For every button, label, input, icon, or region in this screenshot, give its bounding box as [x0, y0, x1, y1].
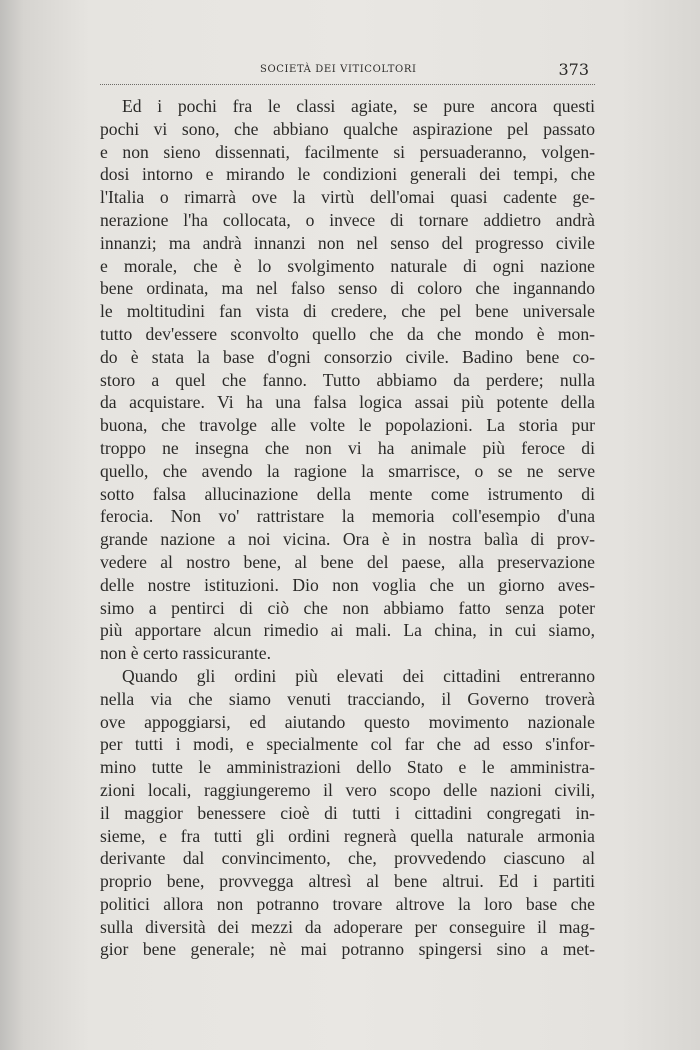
text-line: quello, che avendo la ragione la smarrisce, o se ne serve — [100, 460, 595, 481]
paragraph — [100, 665, 595, 961]
text-line: più apportare alcun rimedio ai mali. La china, in cui siamo, — [100, 620, 595, 641]
page-header — [100, 60, 595, 84]
text-line: delle nostre istituzioni. Dio non voglia che un giorno aves- — [100, 574, 595, 595]
text-line: gior bene generale; nè mai potranno spingersi sino a met- — [100, 939, 595, 960]
text-line: sotto falsa allucinazione della mente come istrumento di — [100, 483, 595, 504]
text-line: e morale, che è lo svolgimento naturale di ogni nazione — [100, 255, 595, 276]
paragraph — [100, 95, 595, 665]
text-line: non è certo rassicurante. — [100, 643, 271, 664]
text-line: bene ordinata, ma nel falso senso di coloro che ingannando — [100, 278, 595, 299]
text-line: nella via che siamo venuti tracciando, il Governo troverà — [100, 688, 595, 709]
text-line: storo a quel che fanno. Tutto abbiamo da perdere; nulla — [100, 369, 595, 390]
page-number: 373 — [558, 60, 589, 79]
text-line: dosi intorno e mirando le condizioni generali dei tempi, che — [100, 164, 595, 185]
text-line: per tutti i modi, e specialmente col far che ad esso s'infor- — [100, 734, 595, 755]
text-line: do è stata la base d'ogni consorzio civile. Badino bene co- — [100, 346, 595, 367]
text-line: ferocia. Non vo' rattristare la memoria coll'esempio d'una — [100, 506, 595, 527]
text-line: sulla diversità dei mezzi da adoperare per conseguire il mag- — [100, 916, 595, 937]
text-line: le moltitudini fan vista di credere, che pel bene universale — [100, 301, 595, 322]
running-title: SOCIETÀ DEI VITICOLTORI — [260, 64, 417, 75]
text-line: pochi vi sono, che abbiano qualche aspirazione pel passato — [100, 118, 595, 139]
text-line: grande nazione a noi vicina. Ora è in nostra balìa di prov- — [100, 529, 595, 550]
text-line: innanzi; ma andrà innanzi non nel senso del progresso civile — [100, 232, 595, 253]
text-line: nerazione l'ha collocata, o invece di tornare addietro andrà — [100, 209, 595, 230]
text-line: troppo ne insegna che non vi ha animale più feroce di — [100, 437, 595, 458]
text-line: ove appoggiarsi, ed aiutando questo movimento nazionale — [100, 711, 595, 732]
text-line: sieme, e fra tutti gli ordini regnerà quella naturale armonia — [100, 825, 595, 846]
text-line: buona, che travolge alle volte le popolazioni. La storia pur — [100, 415, 595, 436]
body-text — [100, 95, 595, 961]
text-line: proprio bene, provvegga altresì al bene altrui. Ed i partiti — [100, 871, 595, 892]
text-line: derivante dal convincimento, che, provvedendo ciascuno al — [100, 848, 595, 869]
text-line: vedere al nostro bene, al bene del paese, alla preservazione — [100, 551, 595, 572]
text-line: simo a pentirci di ciò che non abbiamo fatto senza poter — [100, 597, 595, 618]
text-line: il maggior benessere cioè di tutti i cittadini congregati in- — [100, 802, 595, 823]
header-rule — [100, 84, 595, 85]
text-line: tutto dev'essere sconvolto quello che da che mondo è mon- — [100, 323, 595, 344]
text-line: politici allora non potranno trovare altrove la loro base che — [100, 893, 595, 914]
text-line: l'Italia o rimarrà ove la virtù dell'omai quasi cadente ge- — [100, 187, 595, 208]
text-line: da acquistare. Vi ha una falsa logica assai più potente della — [100, 392, 595, 413]
text-line: e non sieno dissennati, facilmente si persuaderanno, volgen- — [100, 141, 595, 162]
text-line: Quando gli ordini più elevati dei cittadini entreranno — [122, 665, 595, 686]
text-line: Ed i pochi fra le classi agiate, se pure ancora questi — [122, 96, 595, 116]
text-line: zioni locali, raggiungeremo il vero scopo delle nazioni civili, — [100, 779, 595, 800]
text-line: mino tutte le amministrazioni dello Stato e le amministra- — [100, 757, 595, 778]
